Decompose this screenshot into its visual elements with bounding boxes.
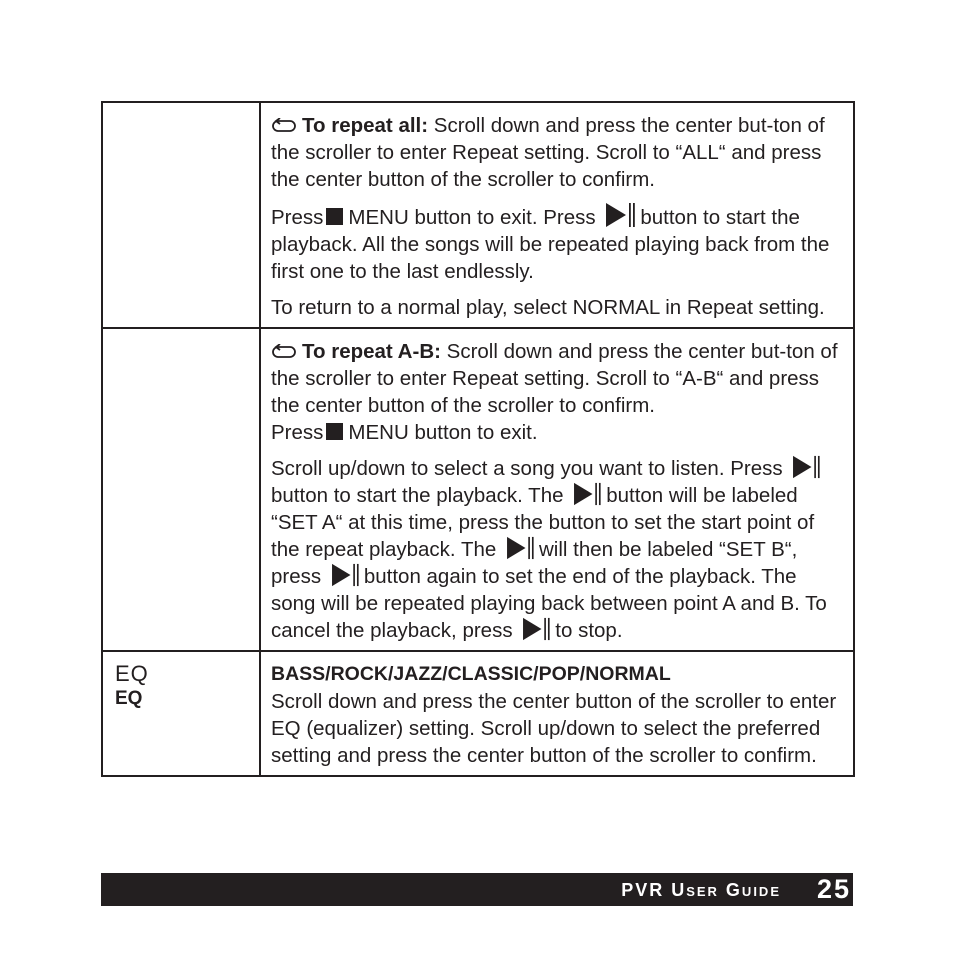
text-segment: Scroll up/down to select a song you want to listen. Press	[271, 457, 783, 480]
text-segment: will then be labeled “SET B“, press	[271, 538, 798, 588]
stop-icon	[326, 423, 343, 440]
text-segment: Press	[271, 206, 324, 229]
eq-text: Scroll down and press the center button of the scroller to enter EQ (equalizer) setting. Scroll up/down to select the preferred setting and press the center button of the scroller to confirm.	[271, 690, 837, 767]
play-pause-icon	[519, 617, 552, 641]
repeat-ab-lead: To repeat A-B:	[302, 340, 441, 363]
paragraph	[271, 455, 843, 644]
text-segment: button will be labeled “SET A“ at this time, press the button to set the start point of the repeat playback. The	[271, 484, 815, 561]
label-cell	[102, 328, 260, 651]
paragraph	[271, 112, 843, 193]
manual-table	[101, 101, 855, 777]
table-row	[102, 102, 854, 328]
stop-icon	[326, 208, 343, 225]
label-cell	[102, 651, 260, 776]
repeat-ab-text: Scroll down and press the center but-ton of the scroller to enter Repeat setting. Scroll to “A-B“ and press the center button of the scroller to confirm.	[271, 340, 838, 417]
paragraph	[271, 338, 843, 446]
footer-bar	[101, 873, 853, 906]
text-segment: button again to set the end of the playback. The song will be repeated playing back between point A and B. To cancel the playback, press	[271, 565, 827, 642]
content-cell	[260, 651, 854, 776]
repeat-all-text: Scroll down and press the center but-ton of the scroller to enter Repeat setting. Scroll to “ALL“ and press the center button of the scroller to confirm.	[271, 114, 825, 191]
table-row	[102, 651, 854, 776]
text-segment: Press	[271, 421, 324, 444]
content-cell	[260, 102, 854, 328]
guide-title: PVR User Guide	[621, 880, 781, 900]
eq-heading: BASS/ROCK/JAZZ/CLASSIC/POP/NORMAL	[271, 663, 671, 685]
eq-label-sub: EQ	[115, 688, 143, 709]
play-pause-icon	[328, 563, 361, 587]
play-pause-icon	[570, 482, 603, 506]
paragraph	[271, 202, 843, 285]
label-cell	[102, 102, 260, 328]
repeat-icon	[271, 118, 297, 133]
play-pause-icon	[503, 536, 536, 560]
text-segment: button to start the playback. All the songs will be repeated playing back from the first one to the last endlessly.	[271, 206, 830, 283]
play-pause-icon	[789, 455, 822, 479]
page-number: 25	[816, 874, 851, 904]
text-segment: MENU button to exit. Press	[348, 206, 596, 229]
text-segment: to stop.	[555, 619, 623, 642]
content-cell	[260, 328, 854, 651]
text-segment: MENU button to exit.	[348, 421, 538, 444]
table-row	[102, 328, 854, 651]
repeat-all-lead: To repeat all:	[302, 114, 429, 137]
play-pause-icon	[602, 202, 637, 228]
text-segment: button to start the playback. The	[271, 484, 564, 507]
paragraph: To return to a normal play, select NORMAL in Repeat setting.	[271, 296, 825, 319]
repeat-icon	[271, 344, 297, 359]
eq-label-title: EQ	[115, 661, 149, 686]
